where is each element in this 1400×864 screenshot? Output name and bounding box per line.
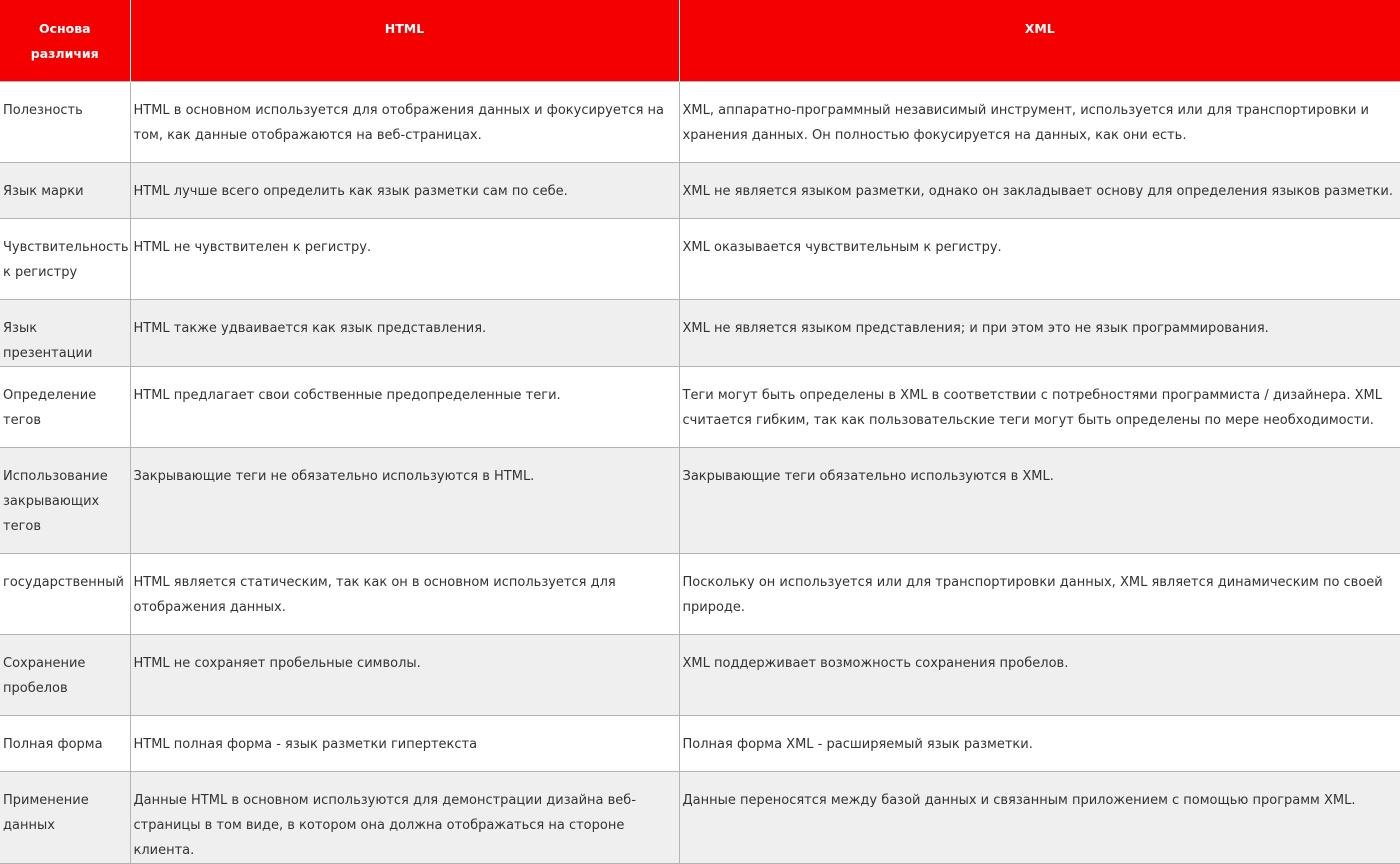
row-xml: Поскольку он используется или для транспортировки данных, XML является динамическим по своей природе. xyxy=(679,553,1400,634)
row-html: HTML также удваивается как язык представления. xyxy=(130,299,679,366)
row-html: HTML является статическим, так как он в основном используется для отображения данных. xyxy=(130,553,679,634)
table-row xyxy=(0,771,1400,863)
row-basis: Применение данных xyxy=(0,771,130,863)
row-basis: Определение тегов xyxy=(0,366,130,447)
row-basis: государственный xyxy=(0,553,130,634)
table-row xyxy=(0,447,1400,553)
table-row xyxy=(0,553,1400,634)
row-basis: Чувствительность к регистру xyxy=(0,218,130,299)
row-html: HTML не сохраняет пробельные символы. xyxy=(130,634,679,715)
table-row xyxy=(0,81,1400,162)
row-xml: XML оказывается чувствительным к регистру. xyxy=(679,218,1400,299)
table-row xyxy=(0,366,1400,447)
table-row xyxy=(0,162,1400,218)
row-basis: Использование закрывающих тегов xyxy=(0,447,130,553)
header-xml: XML xyxy=(679,0,1400,81)
row-xml: XML поддерживает возможность сохранения пробелов. xyxy=(679,634,1400,715)
header-basis: Основа различия xyxy=(0,0,130,81)
row-html: HTML лучше всего определить как язык разметки сам по себе. xyxy=(130,162,679,218)
header-row xyxy=(0,0,1400,81)
row-basis: Полезность xyxy=(0,81,130,162)
row-html: HTML в основном используется для отображения данных и фокусируется на том, как данные отображаются на веб-страницах. xyxy=(130,81,679,162)
row-basis: Полная форма xyxy=(0,715,130,771)
row-xml: XML не является языком разметки, однако он закладывает основу для определения языков разметки. xyxy=(679,162,1400,218)
row-html: Закрывающие теги не обязательно используются в HTML. xyxy=(130,447,679,553)
row-xml: Закрывающие теги обязательно используются в XML. xyxy=(679,447,1400,553)
row-basis: Сохранение пробелов xyxy=(0,634,130,715)
row-xml: Данные переносятся между базой данных и связанным приложением с помощью программ XML. xyxy=(679,771,1400,863)
row-xml: Полная форма XML - расширяемый язык разметки. xyxy=(679,715,1400,771)
table-row xyxy=(0,299,1400,366)
row-xml: XML, аппаратно-программный независимый инструмент, используется или для транспортировки и хранения данных. Он полностью фокусируется на данных, как они есть. xyxy=(679,81,1400,162)
row-xml: Теги могут быть определены в XML в соответствии с потребностями программиста / дизайнера. XML считается гибким, так как пользовательские теги могут быть определены по мере необходимости. xyxy=(679,366,1400,447)
row-basis: Язык марки xyxy=(0,162,130,218)
row-html: HTML не чувствителен к регистру. xyxy=(130,218,679,299)
row-html: HTML полная форма - язык разметки гипертекста xyxy=(130,715,679,771)
header-html: HTML xyxy=(130,0,679,81)
table-row xyxy=(0,715,1400,771)
row-html: HTML предлагает свои собственные предопределенные теги. xyxy=(130,366,679,447)
row-xml: XML не является языком представления; и при этом это не язык программирования. xyxy=(679,299,1400,366)
row-html: Данные HTML в основном используются для демонстрации дизайна веб-страницы в том виде, в котором она должна отображаться на стороне клиента. xyxy=(130,771,679,863)
row-basis: Язык презентации xyxy=(0,299,130,366)
table-row xyxy=(0,218,1400,299)
table-row xyxy=(0,634,1400,715)
